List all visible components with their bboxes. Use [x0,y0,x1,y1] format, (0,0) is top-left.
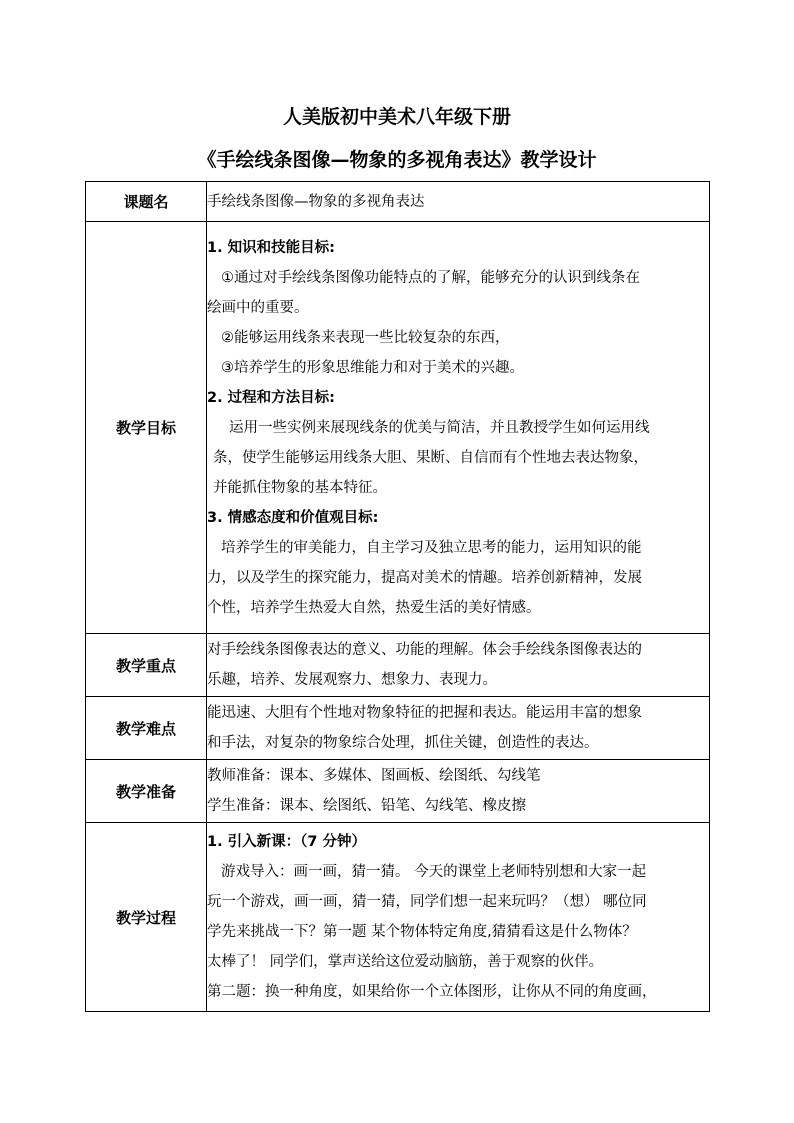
objective-line: 培养学生的审美能力，自主学习及独立思考的能力，运用知识的能 [221,539,642,556]
objective-line: 条，使学生能够运用线条大胆、果断、自信而有个性地去表达物象， [213,449,648,466]
objective-heading-process: 2. 过程和方法目标: [207,389,335,406]
process-line: 游戏导入：画一画，猜一猜。 今天的课堂上老师特别想和大家一起 [221,864,647,880]
topic-value: 手绘线条图像—物象的多视角表达 [207,182,710,222]
process-line: 学先来挑战一下？第一题 某个物体特定角度,猜猜看这是什么物体？ [207,924,637,940]
process-line: 第二题：换一种角度，如果给你一个立体图形，让你从不同的角度画， [207,984,657,1000]
objective-line: 个性，培养学生热爱大自然，热爱生活的美好情感。 [207,599,541,616]
objective-line: 并能抓住物象的基本特征。 [213,479,387,496]
table-row-difficulties [86,697,710,760]
row-label-key-points: 教学重点 [86,634,207,697]
objective-line: ①通过对手绘线条图像功能特点的了解，能够充分的认识到线条在 [221,269,640,286]
difficulties-line: 能迅速、大胆有个性地对物象特征的把握和表达。能运用丰富的想象 [207,705,642,721]
objective-line: ③培养学生的形象思维能力和对于美术的兴趣。 [221,359,524,376]
table-row-process [86,823,710,1012]
objective-line: ②能够运用线条来表现一些比较复杂的东西， [221,329,510,346]
row-label-difficulties: 教学难点 [86,697,207,760]
objectives-content [207,222,710,634]
table-row-preparation [86,760,710,823]
document-subtitle: 《手绘线条图像—物象的多视角表达》教学设计 [197,149,597,171]
preparation-line: 学生准备：课本、绘图纸、铅笔、勾线笔、橡皮擦 [207,798,526,814]
difficulties-content [207,697,710,760]
objective-line: 运用一些实例来展现线条的优美与简洁，并且教授学生如何运用线 [229,419,650,436]
preparation-line: 教师准备：课本、多媒体、图画板、绘图纸、勾线笔 [207,768,541,784]
document-title: 人美版初中美术八年级下册 [282,106,511,128]
table-row-topic [86,182,710,222]
process-content [207,823,710,1012]
objective-line: 绘画中的重要。 [207,299,309,316]
preparation-content [207,760,710,823]
objective-heading-knowledge: 1. 知识和技能目标: [207,239,335,256]
objective-line: 力，以及学生的探究能力，提高对美术的情趣。培养创新精神，发展 [207,569,642,586]
row-label-process: 教学过程 [86,823,207,1012]
row-label-topic: 课题名 [86,182,207,222]
row-label-preparation: 教学准备 [86,760,207,823]
process-line: 太棒了！ 同学们，掌声送给这位爱动脑筋，善于观察的伙伴。 [207,954,604,970]
table-row-objectives [86,222,710,634]
objective-heading-attitude: 3. 情感态度和价值观目标: [207,509,379,526]
process-line: 玩一个游戏，画一画，猜一猜，同学们想一起来玩吗？（想） 哪位同 [207,894,647,910]
key-points-content [207,634,710,697]
process-heading: 1. 引入新课：（7 分钟） [207,834,367,850]
difficulties-line: 和手法，对复杂的物象综合处理，抓住关键，创造性的表达。 [207,735,599,751]
lesson-plan-table [85,181,710,1012]
row-label-objectives: 教学目标 [86,222,207,634]
key-points-line: 对手绘线条图像表达的意义、功能的理解。体会手绘线条图像表达的 [207,642,642,658]
table-row-key-points [86,634,710,697]
key-points-line: 乐趣，培养、发展观察力、想象力、表现力。 [207,672,497,688]
